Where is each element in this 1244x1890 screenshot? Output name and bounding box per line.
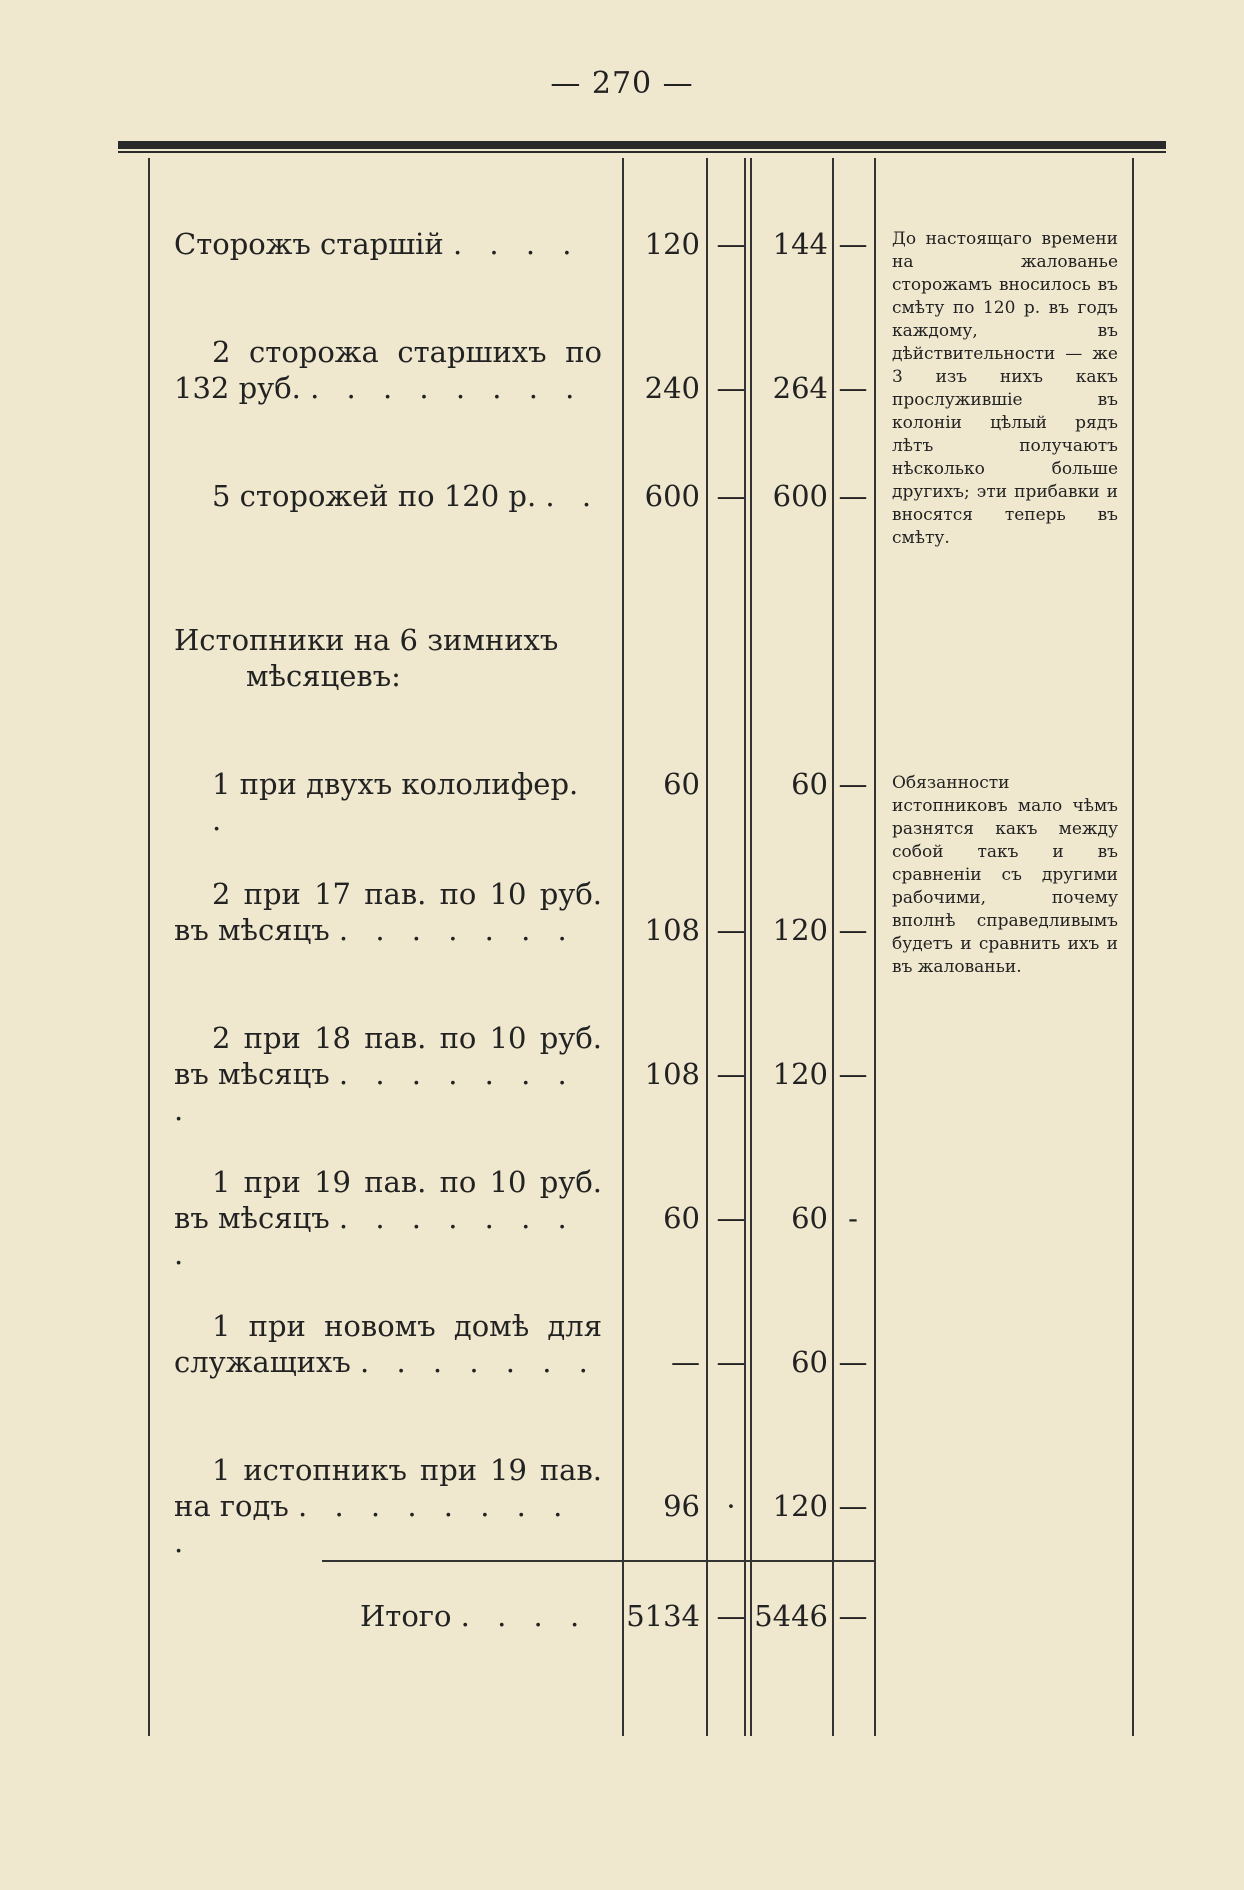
row-label	[174, 226, 604, 262]
total-label	[360, 1598, 602, 1634]
header-rule-thin	[118, 151, 1166, 153]
row-title: 5 сторожей по 120 р.	[212, 479, 537, 513]
row-dots: . . . . . . .	[360, 1345, 597, 1379]
row-label: 1 истопникъ при 19 пав.	[212, 1453, 602, 1487]
old-value: 108	[644, 913, 700, 947]
row-label	[212, 478, 602, 514]
remark-watchmen: До настоящаго времени на жалованье сторожамъ вносилось въ смѣту по 120 р. въ годъ каждому, въ дѣйствительности — же 3 изъ нихъ какъ прослужившіе въ колоніи цѣлый рядъ лѣтъ получаютъ нѣсколько больше другихъ; эти прибавки и вносятся теперь въ смѣту.	[892, 229, 1118, 548]
old-dash: —	[716, 1201, 746, 1235]
old-value: 120	[644, 227, 700, 261]
row-dots: . . . . . . . .	[174, 1201, 576, 1271]
new-value: 60	[791, 767, 828, 801]
new-value: 264	[772, 371, 828, 405]
new-value: 144	[772, 227, 828, 261]
row-dots: . . . . . . . .	[174, 1057, 576, 1127]
old-value: 60	[663, 1201, 700, 1235]
column-rule	[706, 158, 708, 1736]
row-label: 1 при новомъ домѣ для	[212, 1309, 602, 1343]
new-value: 60	[791, 1345, 828, 1379]
column-rule	[832, 158, 834, 1736]
new-value: 120	[772, 1057, 828, 1091]
new-dash: —	[838, 227, 868, 261]
remark-stokers: Обязанности истопниковъ мало чѣмъ разнятся какъ между собой такъ и въ сравненіи съ другими рабочими, почему вполнѣ справедливымъ будетъ и сравнить ихъ и въ жалованьи.	[892, 773, 1118, 977]
old-dash: —	[716, 1345, 746, 1379]
section-heading-line1: Истопники на 6 зимнихъ	[174, 623, 559, 657]
section-heading-line2: мѣсяцевъ:	[246, 659, 401, 693]
row-dots: .	[212, 803, 231, 837]
row-title: Сторожъ старшій	[174, 227, 444, 261]
new-dash: —	[838, 371, 868, 405]
row-label: 2 при 18 пав. по 10 руб.	[212, 1021, 602, 1055]
new-dash: —	[838, 1489, 868, 1523]
row-dots: . . . . . . . . .	[174, 1489, 572, 1559]
row-label: 2 сторожа старшихъ по	[212, 335, 602, 369]
new-dash: —	[838, 1057, 868, 1091]
new-dash: -	[848, 1201, 858, 1235]
row-label: 2 при 17 пав. по 10 руб.	[212, 877, 602, 911]
column-rule	[148, 158, 150, 1736]
row-line2: въ мѣсяцъ	[174, 1057, 330, 1091]
total-dots: . . . .	[460, 1599, 589, 1633]
new-value: 120	[772, 913, 828, 947]
old-dash: —	[716, 479, 746, 513]
total-old-dash: —	[716, 1599, 746, 1633]
row-label-line2	[174, 1488, 604, 1560]
row-line2: въ мѣсяцъ	[174, 913, 330, 947]
total-separator	[322, 1560, 874, 1562]
new-dash: —	[838, 767, 868, 801]
column-rule	[1132, 158, 1134, 1736]
total-old-value: 5134	[626, 1599, 700, 1633]
old-value: 96	[663, 1489, 700, 1523]
old-value: 108	[644, 1057, 700, 1091]
new-value: 120	[772, 1489, 828, 1523]
total-new-value: 5446	[754, 1599, 828, 1633]
total-new-dash: —	[838, 1599, 868, 1633]
new-value: 600	[772, 479, 828, 513]
old-dash: —	[716, 371, 746, 405]
row-title: 1 при двухъ кололифер.	[212, 767, 579, 801]
column-rule	[874, 158, 876, 1736]
row-dots: . . . .	[452, 227, 581, 261]
old-dash: —	[716, 227, 746, 261]
section-heading	[174, 622, 604, 694]
new-dash: —	[838, 479, 868, 513]
row-label-line2	[174, 912, 604, 948]
old-value: 60	[663, 767, 700, 801]
old-value: 600	[644, 479, 700, 513]
old-dash: —	[716, 1057, 746, 1091]
old-dash: —	[716, 913, 746, 947]
row-label: 1 при 19 пав. по 10 руб.	[212, 1165, 602, 1199]
row-dots: . . . . . . .	[338, 913, 576, 947]
old-value: —	[671, 1345, 700, 1379]
row-line2: на годъ	[174, 1489, 289, 1523]
row-label-line2	[174, 370, 604, 406]
page-number: — 270 —	[550, 66, 694, 101]
header-rule-thick	[118, 141, 1166, 149]
row-line2: въ мѣсяцъ	[174, 1201, 330, 1235]
row-label-line2	[174, 1344, 604, 1380]
new-value: 60	[791, 1201, 828, 1235]
old-value: 240	[644, 371, 700, 405]
row-dots: . . . . . . . .	[310, 371, 584, 405]
row-label-line2	[174, 1056, 604, 1128]
row-dots: . .	[545, 479, 601, 513]
row-label-line2	[174, 1200, 604, 1272]
new-dash: —	[838, 1345, 868, 1379]
total-label-text: Итого	[360, 1599, 452, 1633]
row-line2: 132 руб.	[174, 371, 301, 405]
old-dash: ·	[726, 1489, 736, 1523]
row-line2: служащихъ	[174, 1345, 351, 1379]
new-dash: —	[838, 913, 868, 947]
row-label	[212, 766, 602, 838]
